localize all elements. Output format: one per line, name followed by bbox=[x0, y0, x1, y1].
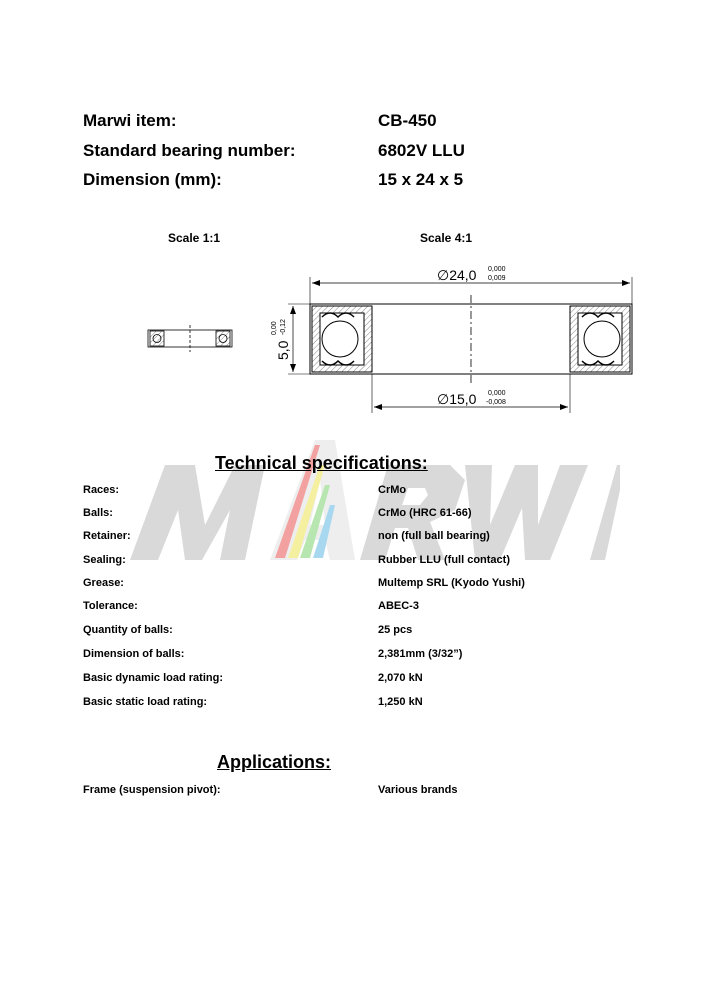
spec-value: Multemp SRL (Kyodo Yushi) bbox=[378, 577, 525, 589]
outer-tolerance-upper: 0,000 bbox=[488, 266, 506, 273]
spec-value: ABEC-3 bbox=[378, 600, 419, 612]
applications-title: Applications: bbox=[217, 752, 332, 772]
spec-label: Retainer: bbox=[83, 530, 131, 542]
spec-label: Races: bbox=[83, 484, 120, 496]
spec-value: 2,381mm (3/32”) bbox=[378, 648, 463, 660]
inner-diameter-value: ∅15,0 bbox=[437, 391, 477, 407]
scale-large-label: Scale 4:1 bbox=[420, 231, 473, 245]
inner-tolerance-lower: -0,008 bbox=[486, 399, 506, 406]
inner-tolerance-upper: 0,000 bbox=[488, 390, 506, 397]
spec-label: Balls: bbox=[83, 507, 113, 519]
spec-label: Sealing: bbox=[83, 554, 126, 566]
outer-diameter-value: ∅24,0 bbox=[437, 267, 477, 283]
outer-tolerance-lower: 0,009 bbox=[488, 275, 506, 282]
item-value: CB-450 bbox=[378, 111, 437, 130]
dimension-value: 15 x 24 x 5 bbox=[378, 170, 464, 189]
bearing-number-value: 6802V LLU bbox=[378, 141, 465, 160]
width-tolerance-lower: -0,12 bbox=[280, 319, 287, 335]
spec-label: Tolerance: bbox=[83, 600, 138, 612]
dimension-label: Dimension (mm): bbox=[83, 170, 222, 189]
width-tolerance-upper: 0,00 bbox=[271, 321, 278, 335]
spec-value: Rubber LLU (full contact) bbox=[378, 554, 510, 566]
application-value: Various brands bbox=[378, 784, 458, 796]
spec-value: non (full ball bearing) bbox=[378, 530, 490, 542]
spec-value: 25 pcs bbox=[378, 624, 413, 636]
spec-label: Basic static load rating: bbox=[83, 696, 208, 708]
spec-value: 1,250 kN bbox=[378, 696, 423, 708]
spec-label: Quantity of balls: bbox=[83, 624, 173, 636]
spec-value: CrMo (HRC 61-66) bbox=[378, 507, 472, 519]
item-label: Marwi item: bbox=[83, 111, 177, 130]
marwi-watermark-logo bbox=[120, 430, 620, 565]
application-label: Frame (suspension pivot): bbox=[83, 784, 221, 796]
spec-label: Grease: bbox=[83, 577, 124, 589]
spec-label: Dimension of balls: bbox=[83, 648, 185, 660]
width-value: 5,0 bbox=[275, 340, 291, 360]
spec-label: Basic dynamic load rating: bbox=[83, 672, 223, 684]
spec-value: 2,070 kN bbox=[378, 672, 423, 684]
specs-title: Technical specifications: bbox=[215, 453, 428, 473]
bearing-number-label: Standard bearing number: bbox=[83, 141, 296, 160]
scale-small-label: Scale 1:1 bbox=[168, 231, 221, 245]
bearing-technical-drawing bbox=[0, 255, 707, 425]
spec-value: CrMo bbox=[378, 484, 407, 496]
bearing-scale-small bbox=[148, 325, 232, 352]
